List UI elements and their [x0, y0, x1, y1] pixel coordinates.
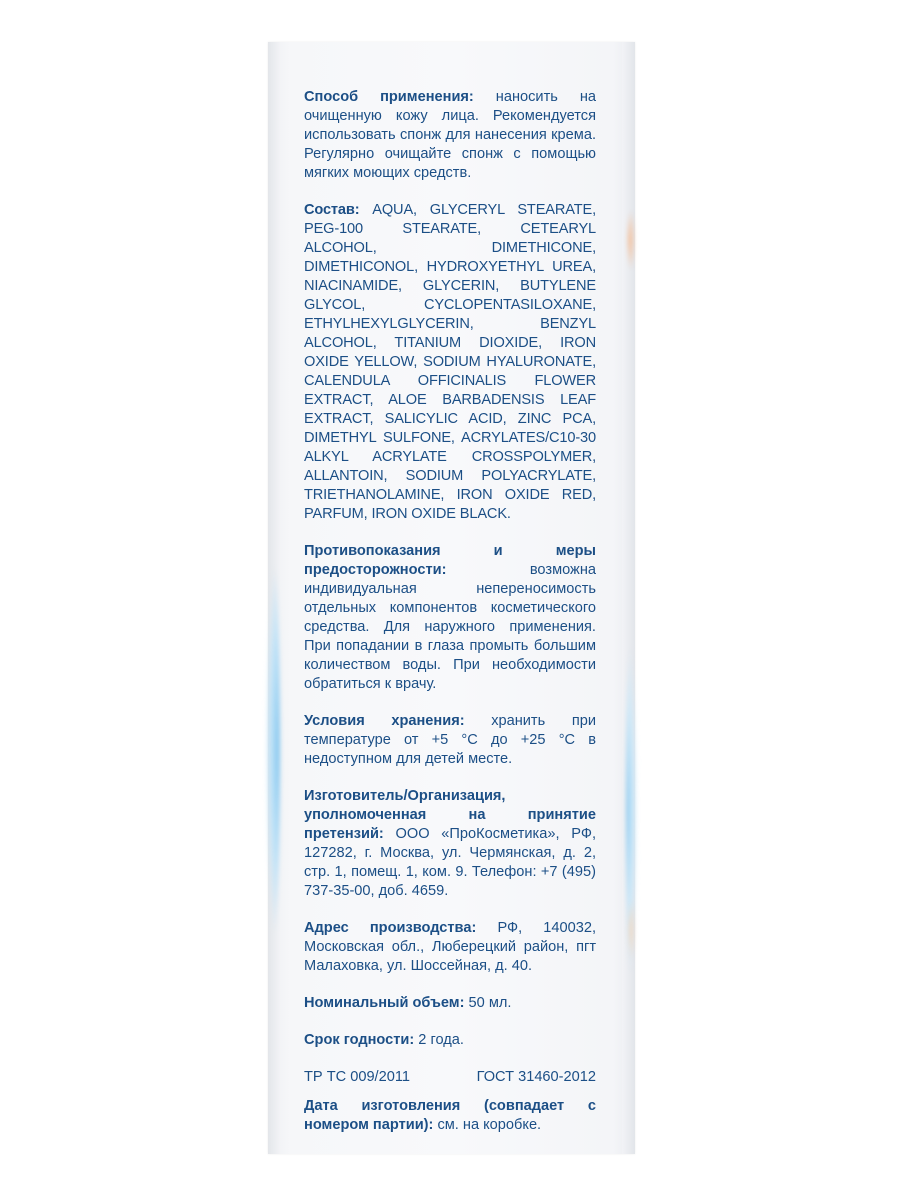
contraindications-section — [304, 542, 596, 694]
blue-decor-left — [266, 560, 280, 940]
volume-section — [304, 994, 596, 1013]
box-right-edge — [622, 42, 635, 1154]
manufacturer-label: Изготовитель/Организация, уполномоченная на принятие претензий: — [304, 788, 596, 842]
tr-standard: ТР ТС 009/2011 — [304, 1069, 410, 1085]
manufacture-date-label: Дата изготовления (совпадает с номером партии): — [304, 1098, 596, 1133]
production-address-text: РФ, 140032, Московская обл., Люберецкий район, пгт Малаховка, ул. Шоссейная, д. 40. — [304, 920, 597, 974]
volume-label: Номинальный объем: — [304, 995, 465, 1011]
orange-decor-bottom — [629, 900, 635, 960]
composition-label: Состав: — [304, 202, 360, 218]
storage-label: Условия хранения: — [304, 713, 465, 729]
contraindications-label: Противопоказания и меры предосторожности: — [304, 543, 596, 578]
usage-section — [304, 88, 596, 183]
orange-decor-top — [628, 210, 635, 270]
composition-text: AQUA, GLYCERYL STEARATE, PEG-100 STEARATE, CETEARYL ALCOHOL, DIMETHICONE, DIMETHICONOL, HYDROXYETHYL UREA, NIACINAMIDE, GLYCERIN, BUTYLENE GLYCOL, CYCLOPENTASILOXANE, ETHYLHEXYLGLYCERIN, BENZYL ALCOHOL, TITANIUM DIOXIDE, IRON OXIDE YELLOW, SODIUM HYALURONATE, CALENDULA OFFICINALIS FLOWER EXTRACT, ALOE BARBADENSIS LEAF EXTRACT, SALICYLIC ACID, ZINC PCA, DIMETHYL SULFONE, ACRYLATES/C10-30 ALKYL ACRYLATE CROSSPOLYMER, ALLANTOIN, SODIUM POLYACRYLATE, TRIETHANOLAMINE, IRON OXIDE RED, PARFUM, IRON OXIDE BLACK. — [304, 202, 597, 522]
storage-section — [304, 712, 596, 769]
manufacturer-text: ООО «ПроКосметика», РФ, 127282, г. Москва, ул. Чермянская, д. 2, стр. 1, помещ. 1, ком. 9. Телефон: +7 (495) 737-35-00, доб. 4659. — [304, 826, 596, 899]
manufacturer-section — [304, 787, 596, 901]
production-address-label: Адрес производства: — [304, 920, 477, 936]
shelf-life-label: Срок годности: — [304, 1032, 415, 1048]
storage-text: хранить при температуре от +5 °С до +25 °С в недоступном для детей месте. — [304, 713, 596, 767]
composition-section — [304, 201, 596, 524]
label-text — [304, 88, 596, 1153]
manufacture-date-text: см. на коробке. — [437, 1117, 542, 1133]
standards-line — [304, 1068, 596, 1087]
shelf-life-section — [304, 1031, 596, 1050]
usage-label: Способ применения: — [304, 89, 474, 105]
production-address-section — [304, 919, 596, 976]
manufacture-date-section — [304, 1097, 596, 1135]
usage-text: наносить на очищенную кожу лица. Рекомендуется использовать спонж для нанесения крема. Регулярно очищайте спонж с помощью мягких моющих средств. — [304, 89, 596, 181]
contraindications-text: возможна индивидуальная непереносимость отдельных компонентов косметического средства. Для наружного применения. При попадании в глаза промыть большим количеством воды. При необходимости обратиться к врачу. — [304, 562, 596, 692]
gost-standard: ГОСТ 31460-2012 — [476, 1069, 596, 1085]
shelf-life-text: 2 года. — [418, 1032, 464, 1048]
volume-text: 50 мл. — [468, 995, 512, 1011]
